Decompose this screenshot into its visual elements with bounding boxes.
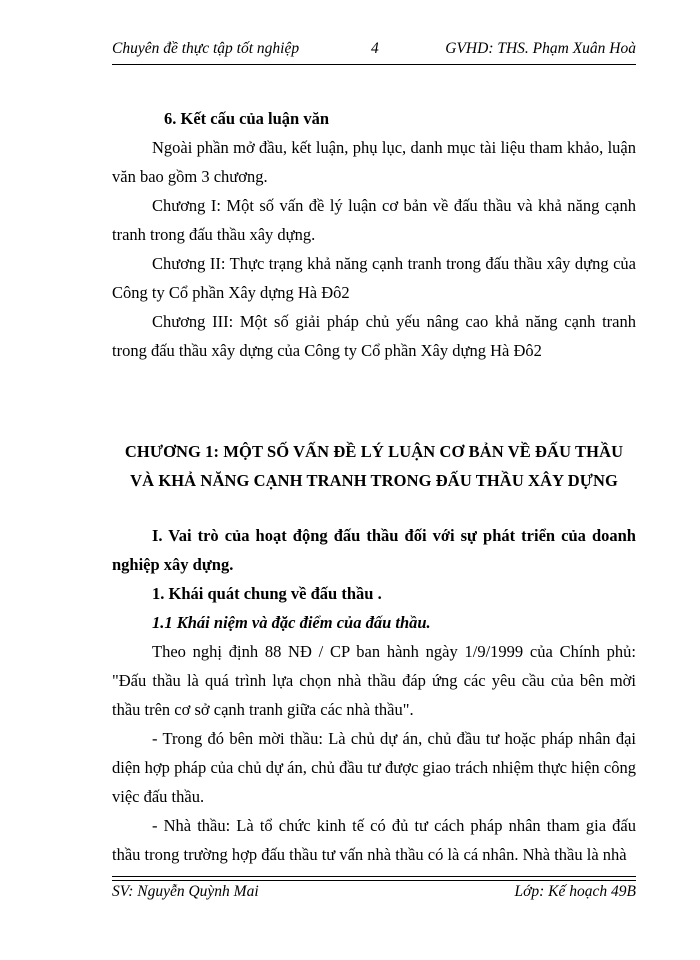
page-number: 4 — [371, 40, 379, 57]
section-heading: 6. Kết cấu của luận văn — [164, 109, 330, 128]
paragraph: Theo nghị định 88 NĐ / CP ban hành ngày 1/9/1999 của Chính phủ: "Đấu thầu là quá trình lựa chọn nhà thầu đáp ứng các yêu cầu của bên mời thầu trên cơ sở cạnh tranh giữa các nhà thầu". — [112, 642, 636, 719]
page-header — [112, 40, 636, 64]
paragraph: - Trong đó bên mời thầu: Là chủ dự án, chủ đầu tư hoặc pháp nhân đại diện hợp pháp của chủ dự án, chủ đầu tư được giao trách nhiệm thực hiện công việc đấu thầu. — [112, 729, 636, 806]
header-title: Chuyên đề thực tập tốt nghiệp — [112, 40, 300, 57]
header-advisor: GVHD: THS. Phạm Xuân Hoà — [445, 40, 636, 57]
chapter-title-line-2: VÀ KHẢ NĂNG CẠNH TRANH TRONG ĐẤU THẦU XÂY DỰNG — [130, 471, 618, 490]
header-rule — [112, 64, 636, 65]
chapter-title-line-1: CHƯƠNG 1: MỘT SỐ VẤN ĐỀ LÝ LUẬN CƠ BẢN VỀ ĐẤU THẦU — [124, 442, 624, 461]
footer-student: SV: Nguyễn Quỳnh Mai — [112, 883, 259, 900]
subsection-heading: 1.1 Khái niệm và đặc điểm của đấu thầu. — [152, 613, 431, 632]
paragraph: Chương III: Một số giải pháp chủ yếu nâng cao khả năng cạnh tranh trong đấu thầu xây dựng của Công ty Cổ phần Xây dựng Hà Đô2 — [112, 312, 636, 360]
paragraph: Chương I: Một số vấn đề lý luận cơ bản về đấu thầu và khả năng cạnh tranh trong đấu thầu xây dựng. — [112, 196, 636, 244]
footer-rule — [112, 876, 636, 877]
paragraph: - Nhà thầu: Là tổ chức kinh tế có đủ tư cách pháp nhân tham gia đấu thầu trong trường hợp đấu thầu tư vấn nhà thầu có là cá nhân. Nhà thầu là nhà — [112, 816, 636, 864]
footer-rule-thin — [112, 880, 636, 881]
paragraph: Chương II: Thực trạng khả năng cạnh tranh trong đấu thầu xây dựng của Công ty Cổ phần Xây dựng Hà Đô2 — [112, 254, 636, 302]
subsection-heading: 1. Khái quát chung về đấu thầu . — [152, 584, 382, 603]
part-heading: I. Vai trò của hoạt động đấu thầu đối với sự phát triển của doanh nghiệp xây dựng. — [112, 526, 636, 574]
page-footer — [112, 883, 636, 907]
paragraph: Ngoài phần mở đầu, kết luận, phụ lục, danh mục tài liệu tham khảo, luận văn bao gồm 3 chương. — [112, 138, 636, 186]
document-body — [112, 104, 636, 869]
footer-class: Lớp: Kế hoạch 49B — [514, 883, 636, 900]
